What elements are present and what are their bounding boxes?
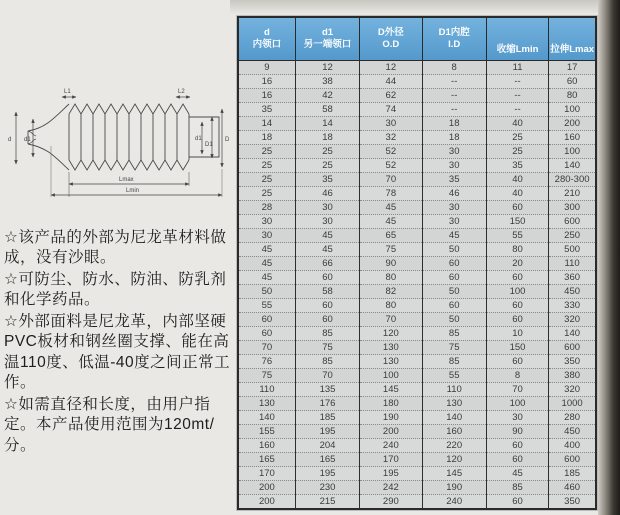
table-cell: 110	[422, 383, 486, 397]
table-cell: 350	[549, 495, 596, 510]
table-cell: 45	[486, 467, 548, 481]
table-cell: 190	[360, 411, 422, 425]
table-cell: 180	[360, 397, 422, 411]
table-cell: 50	[238, 285, 295, 299]
table-cell: 58	[295, 103, 359, 117]
table-cell: 80	[360, 271, 422, 285]
dim-label-d1-left: d1	[24, 137, 31, 143]
table-cell: 55	[422, 369, 486, 383]
table-cell: --	[422, 75, 486, 89]
table-cell: 8	[422, 61, 486, 75]
table-cell: --	[486, 103, 548, 117]
scan-edge-shadow	[598, 0, 620, 515]
table-cell: 60	[295, 271, 359, 285]
table-cell: 14	[295, 117, 359, 131]
table-row	[238, 159, 596, 173]
table-row	[238, 215, 596, 229]
table-cell: 46	[295, 187, 359, 201]
table-cell: 25	[295, 145, 359, 159]
col-header-line: 收缩Lmin	[496, 44, 539, 56]
table-cell: 130	[238, 397, 295, 411]
spec-table	[237, 16, 597, 510]
table-cell: 85	[295, 327, 359, 341]
table-cell: 280-300	[549, 173, 596, 187]
table-cell: 50	[422, 285, 486, 299]
col-header-od	[360, 17, 422, 61]
table-cell: 45	[360, 215, 422, 229]
table-cell: 70	[360, 173, 422, 187]
table-cell: 45	[360, 201, 422, 215]
table-cell: 70	[360, 313, 422, 327]
table-cell: 185	[295, 411, 359, 425]
table-cell: 75	[422, 341, 486, 355]
dim-label-D1: D1	[205, 142, 213, 148]
col-header-id	[422, 17, 486, 61]
scan-edge-top	[230, 0, 600, 14]
col-header-line: D外径	[377, 27, 404, 39]
note-line: ☆外部面料是尼龙革，内部坚硬PVC板材和钢丝圈支撑、能在高温110度、低温-40度之间正常工作。	[4, 312, 231, 392]
table-cell: 35	[295, 173, 359, 187]
table-cell: 80	[360, 299, 422, 313]
table-cell: 30	[295, 215, 359, 229]
table-cell: 85	[422, 327, 486, 341]
table-cell: 18	[422, 117, 486, 131]
table-row	[238, 201, 596, 215]
table-cell: 200	[238, 495, 295, 510]
table-cell: 195	[295, 467, 359, 481]
table-row	[238, 187, 596, 201]
table-cell: 60	[486, 299, 548, 313]
table-cell: 200	[360, 425, 422, 439]
table-cell: 10	[486, 327, 548, 341]
table-cell: 12	[360, 61, 422, 75]
col-header-line: d1	[321, 27, 334, 39]
table-row	[238, 117, 596, 131]
col-header-lmax	[549, 17, 596, 61]
table-row	[238, 355, 596, 369]
table-cell: 45	[295, 243, 359, 257]
table-cell: 60	[486, 355, 548, 369]
table-cell: 60	[486, 313, 548, 327]
table-cell: 76	[238, 355, 295, 369]
table-cell: 90	[360, 257, 422, 271]
table-row	[238, 397, 596, 411]
table-cell: 75	[295, 341, 359, 355]
dim-label-d: d	[8, 137, 12, 143]
table-cell: 35	[422, 173, 486, 187]
table-cell: 1000	[549, 397, 596, 411]
table-cell: 300	[549, 201, 596, 215]
table-cell: 320	[549, 383, 596, 397]
table-cell: 60	[486, 439, 548, 453]
table-cell: 200	[238, 481, 295, 495]
table-row	[238, 369, 596, 383]
table-cell: 30	[422, 145, 486, 159]
table-cell: --	[486, 89, 548, 103]
table-cell: 140	[422, 411, 486, 425]
table-cell: 80	[549, 89, 596, 103]
table-cell: 165	[238, 453, 295, 467]
table-row	[238, 285, 596, 299]
table-cell: 130	[360, 355, 422, 369]
table-cell: 50	[422, 313, 486, 327]
table-row	[238, 271, 596, 285]
table-cell: 30	[238, 229, 295, 243]
table-cell: 60	[549, 75, 596, 89]
table-cell: 60	[422, 257, 486, 271]
table-cell: 60	[295, 299, 359, 313]
table-cell: 30	[422, 159, 486, 173]
table-cell: 16	[238, 75, 295, 89]
table-cell: 145	[422, 467, 486, 481]
table-cell: 35	[486, 159, 548, 173]
table-row	[238, 481, 596, 495]
dim-label-lmin: Lmin	[126, 188, 140, 194]
note-line: ☆如需直径和长度，由用户指定。本产品使用范围为120mt/分。	[4, 395, 215, 454]
table-cell: 380	[549, 369, 596, 383]
table-cell: 100	[360, 369, 422, 383]
table-row	[238, 229, 596, 243]
table-cell: 155	[238, 425, 295, 439]
table-cell: 52	[360, 159, 422, 173]
table-cell: 320	[549, 313, 596, 327]
table-cell: 130	[360, 341, 422, 355]
table-cell: 280	[549, 411, 596, 425]
table-cell: 140	[549, 159, 596, 173]
table-cell: 242	[360, 481, 422, 495]
table-cell: 330	[549, 299, 596, 313]
table-row	[238, 173, 596, 187]
table-cell: 120	[360, 327, 422, 341]
table-cell: 70	[295, 369, 359, 383]
table-cell: 25	[486, 131, 548, 145]
table-cell: 25	[238, 173, 295, 187]
table-cell: 150	[486, 215, 548, 229]
table-cell: 14	[238, 117, 295, 131]
table-cell: 65	[360, 229, 422, 243]
table-row	[238, 313, 596, 327]
table-cell: 74	[360, 103, 422, 117]
table-cell: 38	[295, 75, 359, 89]
table-cell: 204	[295, 439, 359, 453]
col-header-line: d	[264, 27, 270, 39]
table-row	[238, 103, 596, 117]
table-cell: 120	[422, 453, 486, 467]
table-cell: 100	[549, 103, 596, 117]
table-cell: 110	[549, 257, 596, 271]
table-row	[238, 425, 596, 439]
table-cell: 30	[422, 201, 486, 215]
table-cell: 290	[360, 495, 422, 510]
table-cell: 600	[549, 453, 596, 467]
table-cell: 220	[422, 439, 486, 453]
table-cell: 185	[549, 467, 596, 481]
table-cell: 55	[486, 229, 548, 243]
table-cell: 16	[238, 89, 295, 103]
table-cell: 85	[295, 355, 359, 369]
table-cell: 176	[295, 397, 359, 411]
bellows-diagram	[6, 84, 238, 210]
table-cell: 40	[486, 117, 548, 131]
table-cell: 100	[486, 397, 548, 411]
table-row	[238, 327, 596, 341]
table-cell: 25	[486, 145, 548, 159]
table-cell: 11	[486, 61, 548, 75]
table-row	[238, 75, 596, 89]
table-cell: 8	[486, 369, 548, 383]
table-cell: 60	[486, 453, 548, 467]
table-row	[238, 439, 596, 453]
table-cell: 140	[238, 411, 295, 425]
note-line: ☆该产品的外部为尼龙革材料做成，没有沙眼。	[4, 229, 227, 267]
table-cell: 145	[360, 383, 422, 397]
table-cell: 150	[486, 341, 548, 355]
table-cell: 70	[486, 383, 548, 397]
table-cell: 30	[360, 117, 422, 131]
table-cell: 100	[486, 285, 548, 299]
dim-label-l1: L1	[64, 89, 71, 95]
table-cell: 46	[422, 187, 486, 201]
table-cell: 45	[422, 229, 486, 243]
table-row	[238, 89, 596, 103]
table-cell: 215	[295, 495, 359, 510]
table-cell: 450	[549, 425, 596, 439]
table-cell: 40	[486, 173, 548, 187]
table-cell: 52	[360, 145, 422, 159]
col-header-d	[238, 17, 295, 61]
table-cell: 170	[238, 467, 295, 481]
table-cell: 190	[422, 481, 486, 495]
table-cell: 165	[295, 453, 359, 467]
table-cell: 170	[360, 453, 422, 467]
table-row	[238, 383, 596, 397]
table-row	[238, 243, 596, 257]
note-line: ☆可防尘、防水、防油、防乳剂和化学药品。	[4, 270, 227, 309]
table-cell: 42	[295, 89, 359, 103]
col-header-lmin	[486, 17, 548, 61]
col-header-line: D1内腔	[438, 27, 470, 39]
table-header-row	[238, 17, 596, 61]
col-header-d1	[295, 17, 359, 61]
table-cell: 140	[549, 327, 596, 341]
table-cell: 78	[360, 187, 422, 201]
table-cell: 50	[422, 243, 486, 257]
table-cell: 60	[295, 313, 359, 327]
table-cell: 460	[549, 481, 596, 495]
dim-label-d1-right: d1	[195, 136, 202, 142]
table-cell: 9	[238, 61, 295, 75]
table-cell: 600	[549, 215, 596, 229]
table-cell: 60	[486, 271, 548, 285]
table-cell: 66	[295, 257, 359, 271]
table-cell: 30	[238, 215, 295, 229]
table-cell: 240	[422, 495, 486, 510]
table-cell: 230	[295, 481, 359, 495]
table-cell: 25	[295, 159, 359, 173]
table-cell: 30	[422, 215, 486, 229]
col-header-line: 拉伸Lmax	[550, 44, 595, 56]
table-cell: 350	[549, 355, 596, 369]
table-cell: 450	[549, 285, 596, 299]
table-cell: 45	[238, 271, 295, 285]
col-header-line: O.D	[382, 39, 400, 50]
table-cell: 32	[360, 131, 422, 145]
table-cell: 400	[549, 439, 596, 453]
table-cell: 30	[295, 201, 359, 215]
table-cell: 60	[486, 495, 548, 510]
table-row	[238, 145, 596, 159]
table-cell: 100	[549, 145, 596, 159]
dim-label-l2: L2	[178, 89, 185, 95]
table-cell: 28	[238, 201, 295, 215]
col-header-line: I.D	[448, 39, 461, 50]
table-cell: 45	[295, 229, 359, 243]
table-cell: 60	[486, 201, 548, 215]
table-cell: 82	[360, 285, 422, 299]
table-cell: 58	[295, 285, 359, 299]
table-cell: 35	[238, 103, 295, 117]
table-cell: 135	[295, 383, 359, 397]
dim-label-D: D	[225, 137, 230, 143]
table-row	[238, 131, 596, 145]
table-cell: 25	[238, 159, 295, 173]
table-cell: 40	[486, 187, 548, 201]
table-cell: 60	[238, 313, 295, 327]
table-cell: 55	[238, 299, 295, 313]
table-cell: --	[422, 89, 486, 103]
table-row	[238, 299, 596, 313]
table-row	[238, 61, 596, 75]
table-cell: 160	[238, 439, 295, 453]
table-cell: 18	[238, 131, 295, 145]
table-row	[238, 467, 596, 481]
table-cell: 250	[549, 229, 596, 243]
table-cell: 17	[549, 61, 596, 75]
table-cell: 18	[422, 131, 486, 145]
table-cell: 85	[422, 355, 486, 369]
table-cell: 60	[422, 271, 486, 285]
table-cell: 130	[422, 397, 486, 411]
table-cell: 45	[238, 243, 295, 257]
table-cell: 25	[238, 145, 295, 159]
table-cell: 80	[486, 243, 548, 257]
table-row	[238, 411, 596, 425]
table-row	[238, 257, 596, 271]
table-cell: 20	[486, 257, 548, 271]
table-cell: 195	[360, 467, 422, 481]
col-header-line: 内领口	[252, 39, 282, 50]
table-cell: 90	[486, 425, 548, 439]
table-cell: 70	[238, 341, 295, 355]
table-cell: 110	[238, 383, 295, 397]
table-cell: 85	[486, 481, 548, 495]
table-cell: 500	[549, 243, 596, 257]
table-cell: 75	[360, 243, 422, 257]
product-notes	[4, 228, 234, 457]
table-cell: 60	[238, 327, 295, 341]
table-row	[238, 341, 596, 355]
table-cell: 12	[295, 61, 359, 75]
dim-label-lmax: Lmax	[119, 177, 134, 183]
table-cell: 360	[549, 271, 596, 285]
table-row	[238, 495, 596, 510]
table-cell: 62	[360, 89, 422, 103]
table-cell: 160	[549, 131, 596, 145]
table-row	[238, 453, 596, 467]
table-cell: 200	[549, 117, 596, 131]
table-cell: --	[422, 103, 486, 117]
table-cell: 18	[295, 131, 359, 145]
table-cell: 160	[422, 425, 486, 439]
table-cell: 600	[549, 341, 596, 355]
table-cell: --	[486, 75, 548, 89]
col-header-line: 另一端领口	[303, 39, 352, 50]
table-cell: 25	[238, 187, 295, 201]
table-cell: 44	[360, 75, 422, 89]
table-cell: 210	[549, 187, 596, 201]
table-cell: 45	[238, 257, 295, 271]
table-cell: 60	[422, 299, 486, 313]
table-cell: 30	[486, 411, 548, 425]
table-cell: 195	[295, 425, 359, 439]
table-cell: 75	[238, 369, 295, 383]
table-cell: 240	[360, 439, 422, 453]
